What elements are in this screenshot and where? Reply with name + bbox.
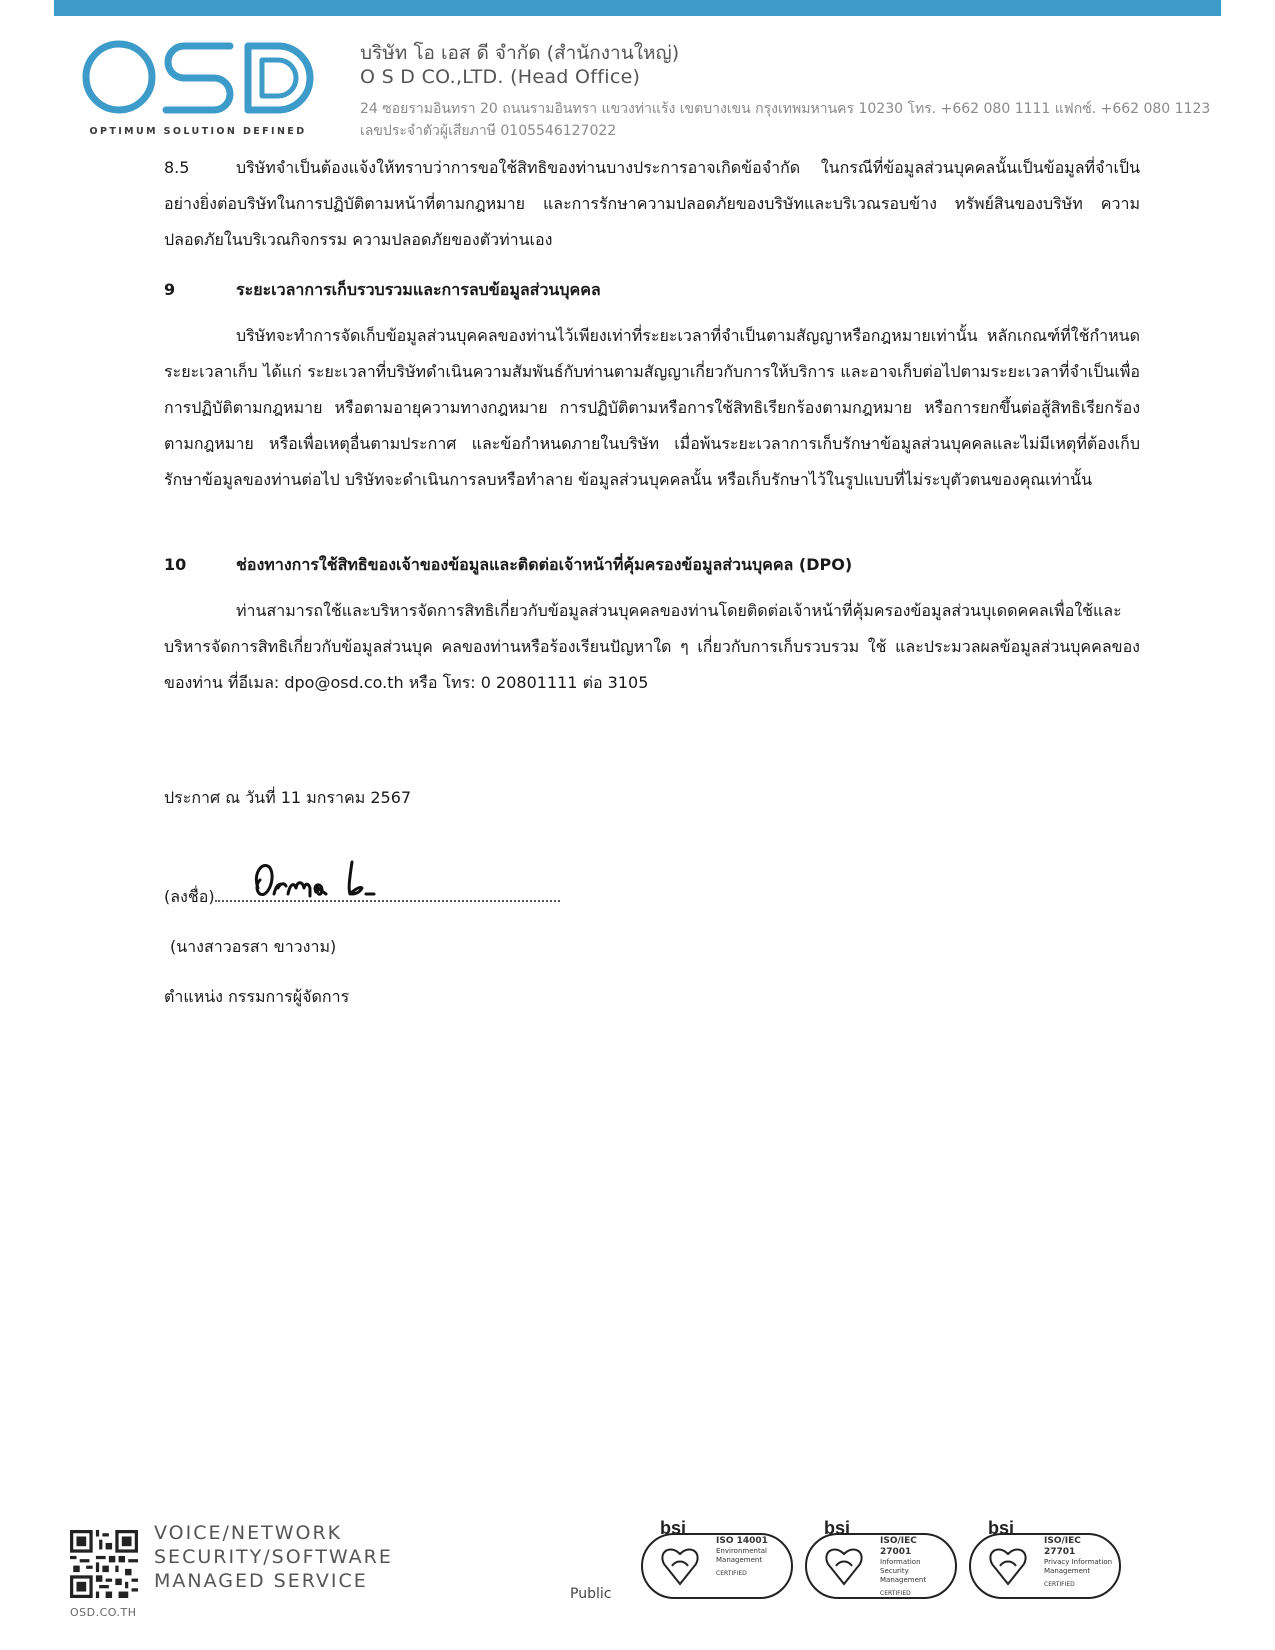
cert-status: CERTIFIED — [880, 1590, 911, 1597]
footer-service-security-software: SECURITY/SOFTWARE — [154, 1546, 393, 1568]
signature-line — [164, 885, 560, 910]
announcement-date: ประกาศ ณ วันที่ 11 มกราคม 2567 — [164, 788, 412, 807]
cert-status: CERTIFIED — [716, 1570, 747, 1577]
top-accent-bar — [54, 0, 1221, 16]
section-9-title: ระยะเวลาการเก็บรวบรวมและการลบข้อมูลส่วนบุคคล — [236, 280, 601, 299]
company-name-thai: บริษัท โอ เอส ดี จำกัด (สำนักงานใหญ่) — [360, 42, 680, 64]
cert-badge-iso-14001 — [640, 1520, 796, 1602]
footer-url: OSD.CO.TH — [70, 1606, 137, 1619]
cert-badge-iso-27701 — [968, 1520, 1124, 1602]
signature-dotted-line — [215, 886, 560, 902]
bsi-brand-text: bsi — [824, 1520, 851, 1538]
signer-position: ตำแหน่ง กรรมการผู้จัดการ — [164, 987, 350, 1006]
cert-text-iso-14001 — [716, 1536, 786, 1578]
cert-description: Privacy Information Management — [1044, 1558, 1113, 1575]
osd-logo — [82, 38, 322, 142]
section-8-5-text: บริษัทจำเป็นต้องแจ้งให้ทราบว่าการขอใช้สิทธิของท่านบางประการอาจเกิดข้อจำกัด ในกรณีที่ข้อมูลส่วนบุคคลนั้นเป็นข้อมูลที่จำเป็นอย่างยิ่งต่อบริษัทในการปฏิบัติตามหน้าที่ตามกฎหมาย และการรักษาความปลอดภัยของบริษัทและบริเวณรอบข้าง ทรัพย์สินของบริษัท ความปลอดภัยในบริเวณกิจกรรม ความปลอดภัยของตัวท่านเอง — [164, 158, 1140, 249]
signer-name: (นางสาวอรสา ขาวงาม) — [170, 937, 337, 956]
cert-code: ISO/IEC 27701 — [1044, 1536, 1081, 1557]
section-8-5-number: 8.5 — [164, 158, 190, 177]
cert-text-iso-27001 — [880, 1536, 950, 1598]
company-address: 24 ซอยรามอินทรา 20 ถนนรามอินทรา แขวงท่าแร้ง เขตบางเขน กรุงเทพมหานคร 10230 โทร. +662 080 1111 แฟกซ์. +662 080 1123 — [360, 101, 1211, 117]
section-9-number: 9 — [164, 280, 176, 299]
qr-code-icon — [70, 1530, 138, 1598]
cert-status: CERTIFIED — [1044, 1581, 1075, 1588]
section-9-paragraph — [164, 318, 1140, 498]
company-tax-id: เลขประจำตัวผู้เสียภาษี 0105546127022 — [360, 123, 617, 139]
document-classification: Public — [570, 1586, 612, 1602]
cert-badge-iso-27001 — [804, 1520, 960, 1602]
company-name-english: O S D CO.,LTD. (Head Office) — [360, 66, 641, 88]
osd-logo-mark — [82, 38, 318, 122]
cert-code: ISO 14001 — [716, 1536, 768, 1546]
footer-service-managed: MANAGED SERVICE — [154, 1570, 368, 1592]
cert-description: Environmental Management — [716, 1547, 767, 1564]
bsi-brand-text: bsi — [988, 1520, 1015, 1538]
bsi-brand-text: bsi — [660, 1520, 687, 1538]
section-10-heading — [164, 553, 852, 578]
section-8-5-paragraph — [164, 150, 1140, 258]
section-9-text: บริษัทจะทำการจัดเก็บข้อมูลส่วนบุคคลของท่านไว้เพียงเท่าที่ระยะเวลาที่จำเป็นตามสัญญาหรือกฎหมายเท่านั้น หลักเกณฑ์ที่ใช้กำหนดระยะเวลาเก็บ ได้แก่ ระยะเวลาที่บริษัทดำเนินความสัมพันธ์กับท่านตามสัญญาเกี่ยวกับการให้บริการ และอาจเก็บต่อไปตามระยะเวลาที่จำเป็นเพื่อการปฏิบัติตามกฎหมาย หรือตามอายุความทางกฎหมาย การปฏิบัติตามหรือการใช้สิทธิเรียกร้องตามกฎหมาย หรือการยกขึ้นต่อสู้สิทธิเรียกร้องตามกฎหมาย หรือเพื่อเหตุอื่นตามประกาศ และข้อกำหนดภายในบริษัท เมื่อพ้นระยะเวลาการเก็บรักษาข้อมูลส่วนบุคคลและไม่มีเหตุที่ต้องเก็บรักษาข้อมูลของท่านต่อไป บริษัทจะดำเนินการลบหรือทำลาย ข้อมูลส่วนบุคคลนั้น หรือเก็บรักษาไว้ในรูปแบบที่ไม่ระบุตัวตนของคุณเท่านั้น — [164, 326, 1140, 489]
section-10-paragraph — [164, 593, 1140, 701]
section-9-heading — [164, 278, 601, 303]
footer-service-voice-network: VOICE/NETWORK — [154, 1522, 343, 1544]
cert-code: ISO/IEC 27001 — [880, 1536, 917, 1557]
section-10-title: ช่องทางการใช้สิทธิของเจ้าของข้อมูลและติดต่อเจ้าหน้าที่คุ้มครองข้อมูลส่วนบุคคล (DPO) — [236, 555, 853, 574]
section-10-number: 10 — [164, 555, 187, 574]
cert-description: Information Security Management — [880, 1558, 927, 1584]
logo-tagline: OPTIMUM SOLUTION DEFINED — [89, 126, 307, 137]
signature-label: (ลงชื่อ) — [164, 887, 215, 906]
cert-text-iso-27701 — [1044, 1536, 1114, 1589]
section-10-text: ท่านสามารถใช้และบริหารจัดการสิทธิเกี่ยวกับข้อมูลส่วนบุคคลของท่านโดยติดต่อเจ้าหน้าที่คุ้มครองข้อมูลส่วนบุเดดคคลเพื่อใช้และบริหารจัดการสิทธิเกี่ยวกับข้อมูลส่วนบุค คลของท่านหรือร้องเรียนปัญหาใด ๆ เกี่ยวกับการเก็บรวบรวม ใช้ และประมวลผลข้อมูลส่วนบุคคลของของท่าน ที่อีเมล: dpo@osd.co.th หรือ โทร: 0 20801111 ต่อ 3105 — [164, 601, 1140, 692]
